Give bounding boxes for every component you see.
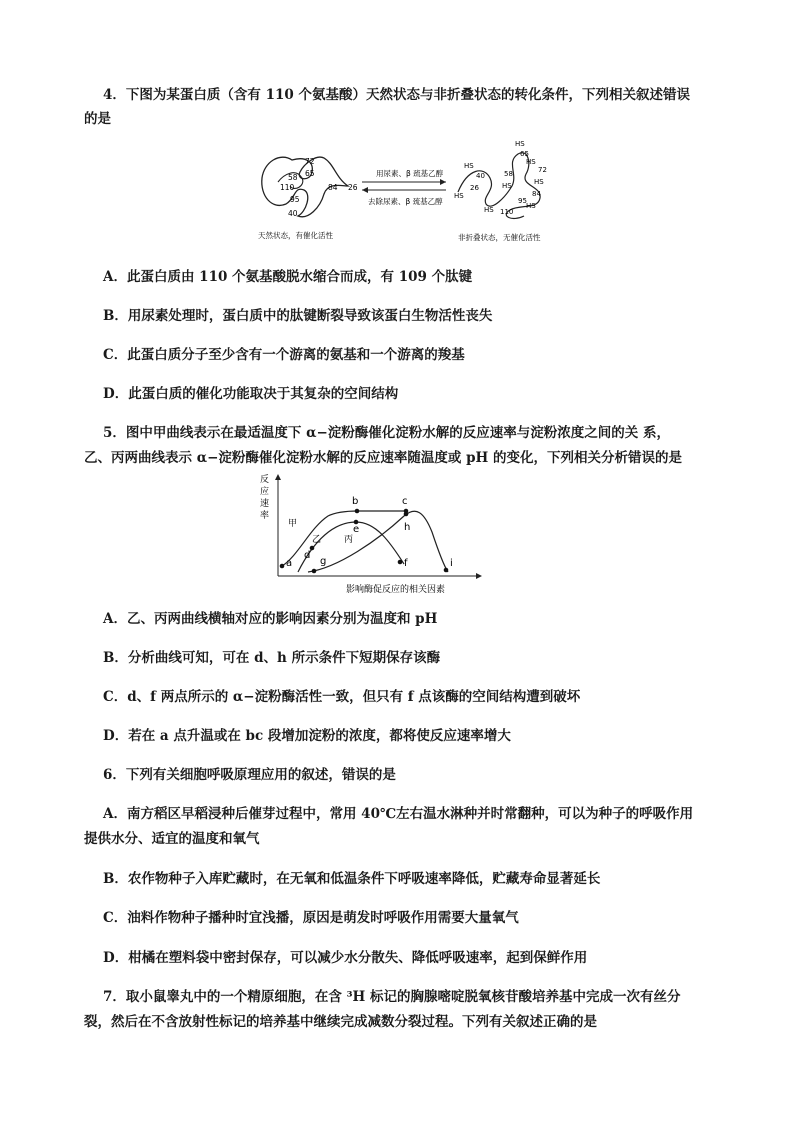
q6-option-d: D．柑橘在塑料袋中密封保存，可以减少水分散失、降低呼吸速率，起到保鲜作用 <box>103 950 588 966</box>
series-jia-label: 甲 <box>288 519 298 529</box>
q5-option-d: D．若在 a 点升温或在 bc 段增加淀粉的浓度，都将使反应速率增大 <box>103 728 511 744</box>
point-f <box>398 560 403 565</box>
series-bing-line <box>308 511 448 572</box>
unfolded-caption: 非折叠状态，无催化活性 <box>458 233 541 242</box>
point-a-label: a <box>286 558 293 569</box>
point-g-label: g <box>320 556 327 567</box>
series-yi-label: 乙 <box>312 535 322 545</box>
hs-label-1: HS <box>515 140 525 148</box>
point-d-label: d <box>304 550 311 561</box>
native-label-6: 110 <box>280 183 295 192</box>
enzyme-rate-chart <box>258 470 498 598</box>
native-label-1: 72 <box>305 157 315 166</box>
hs-label-3: HS <box>464 162 474 170</box>
point-c-label: c <box>402 496 408 507</box>
q6-option-a-line1: A．南方稻区早稻浸种后催芽过程中，常用 40℃左右温水淋种并时常翻种，可以为种子的呼吸作用 <box>103 806 694 822</box>
ylabel-char-2: 应 <box>260 487 270 497</box>
point-b-label: b <box>352 496 359 507</box>
q5-option-c: C．d、f 两点所示的 α−淀粉酶活性一致，但只有 f 点该酶的空间结构遭到破坏 <box>103 689 581 705</box>
ylabel-char-4: 率 <box>260 511 270 521</box>
unfolded-num-7: 95 <box>518 197 527 205</box>
hs-label-8: HS <box>484 206 494 214</box>
q5-stem-line1: 5．图中甲曲线表示在最适温度下 α−淀粉酶催化淀粉水解的反应速率与淀粉浓度之间的关 系， <box>103 425 670 441</box>
q7-stem-line2: 裂，然后在不含放射性标记的培养基中继续完成减数分裂过程。下列有关叙述正确的是 <box>84 1014 597 1030</box>
point-h-label: h <box>404 522 411 533</box>
hs-label-6: HS <box>502 182 512 190</box>
forward-arrow-label: 用尿素、β 巯基乙醇 <box>376 169 444 178</box>
unfolded-num-2: 72 <box>538 166 547 174</box>
q6-option-b: B．农作物种子入库贮藏时，在无氧和低温条件下呼吸速率降低，贮藏寿命显著延长 <box>103 871 601 887</box>
native-label-2: 65 <box>305 169 315 178</box>
native-label-8: 40 <box>288 209 298 218</box>
x-axis-label: 影响酶促反应的相关因素 <box>346 585 446 595</box>
hs-label-5: HS <box>454 192 464 200</box>
y-axis-arrow <box>275 474 281 480</box>
q4-option-b: B．用尿素处理时，蛋白质中的肽键断裂导致该蛋白生物活性丧失 <box>103 308 493 324</box>
hs-label-7: HS <box>526 202 536 210</box>
native-label-4: 84 <box>328 183 338 192</box>
native-label-3: 58 <box>288 173 298 182</box>
unfolded-num-5: 26 <box>470 184 479 192</box>
unfolded-num-1: 65 <box>520 150 529 158</box>
ylabel-char-1: 反 <box>260 475 270 485</box>
q5-option-b: B．分析曲线可知，可在 d、h 所示条件下短期保存该酶 <box>103 650 441 666</box>
forward-arrowhead <box>440 179 446 185</box>
point-b <box>355 509 360 514</box>
q5-option-a: A．乙、丙两曲线横轴对应的影响因素分别为温度和 pH <box>103 611 438 627</box>
q4-stem-line1: 4．下图为某蛋白质（含有 110 个氨基酸）天然状态与非折叠状态的转化条件，下列相关叙述错误 <box>103 87 690 103</box>
native-caption: 天然状态，有催化活性 <box>258 231 333 240</box>
hs-label-4: HS <box>534 178 544 186</box>
unfolded-num-8: 110 <box>500 208 514 216</box>
q4-option-c: C．此蛋白质分子至少含有一个游离的氨基和一个游离的羧基 <box>103 347 465 363</box>
unfolded-num-4: 58 <box>504 170 513 178</box>
point-i <box>444 568 449 573</box>
ylabel-char-3: 速 <box>260 499 270 509</box>
unfolded-num-3: 40 <box>476 172 485 180</box>
q7-stem-line1: 7．取小鼠睾丸中的一个精原细胞，在含 ³H 标记的胸腺嘧啶脱氧核苷酸培养基中完成一次有丝分 <box>103 989 681 1005</box>
point-f-label: f <box>404 558 408 569</box>
unfolded-num-6: 84 <box>532 190 541 198</box>
q4-stem-line2: 的是 <box>84 111 111 127</box>
series-bing-label: 丙 <box>344 535 354 545</box>
point-e-label: e <box>353 524 360 535</box>
point-g <box>312 569 317 574</box>
q6-option-c: C．油料作物种子播种时宜浅播，原因是萌发时呼吸作用需要大量氧气 <box>103 910 519 926</box>
q6-stem: 6．下列有关细胞呼吸原理应用的叙述，错误的是 <box>103 767 396 783</box>
backward-arrow-label: 去除尿素、β 巯基乙醇 <box>368 197 443 206</box>
backward-arrowhead <box>362 187 368 193</box>
q4-option-d: D．此蛋白质的催化功能取决于其复杂的空间结构 <box>103 386 399 402</box>
point-a <box>280 564 285 569</box>
protein-folding-figure <box>250 138 560 246</box>
point-h <box>404 512 409 517</box>
q6-option-a-line2: 提供水分、适宜的温度和氧气 <box>84 831 260 847</box>
native-label-7: 95 <box>290 195 300 204</box>
q4-option-a: A．此蛋白质由 110 个氨基酸脱水缩合而成，有 109 个肽键 <box>103 269 473 285</box>
x-axis-arrow <box>476 573 482 579</box>
q5-stem-line2: 乙、丙两曲线表示 α−淀粉酶催化淀粉水解的反应速率随温度或 pH 的变化，下列相关分析错误的是 <box>84 450 682 466</box>
hs-label-2: HS <box>526 158 536 166</box>
point-d <box>310 546 315 551</box>
native-label-5: 26 <box>348 183 358 192</box>
point-i-label: i <box>450 558 453 569</box>
